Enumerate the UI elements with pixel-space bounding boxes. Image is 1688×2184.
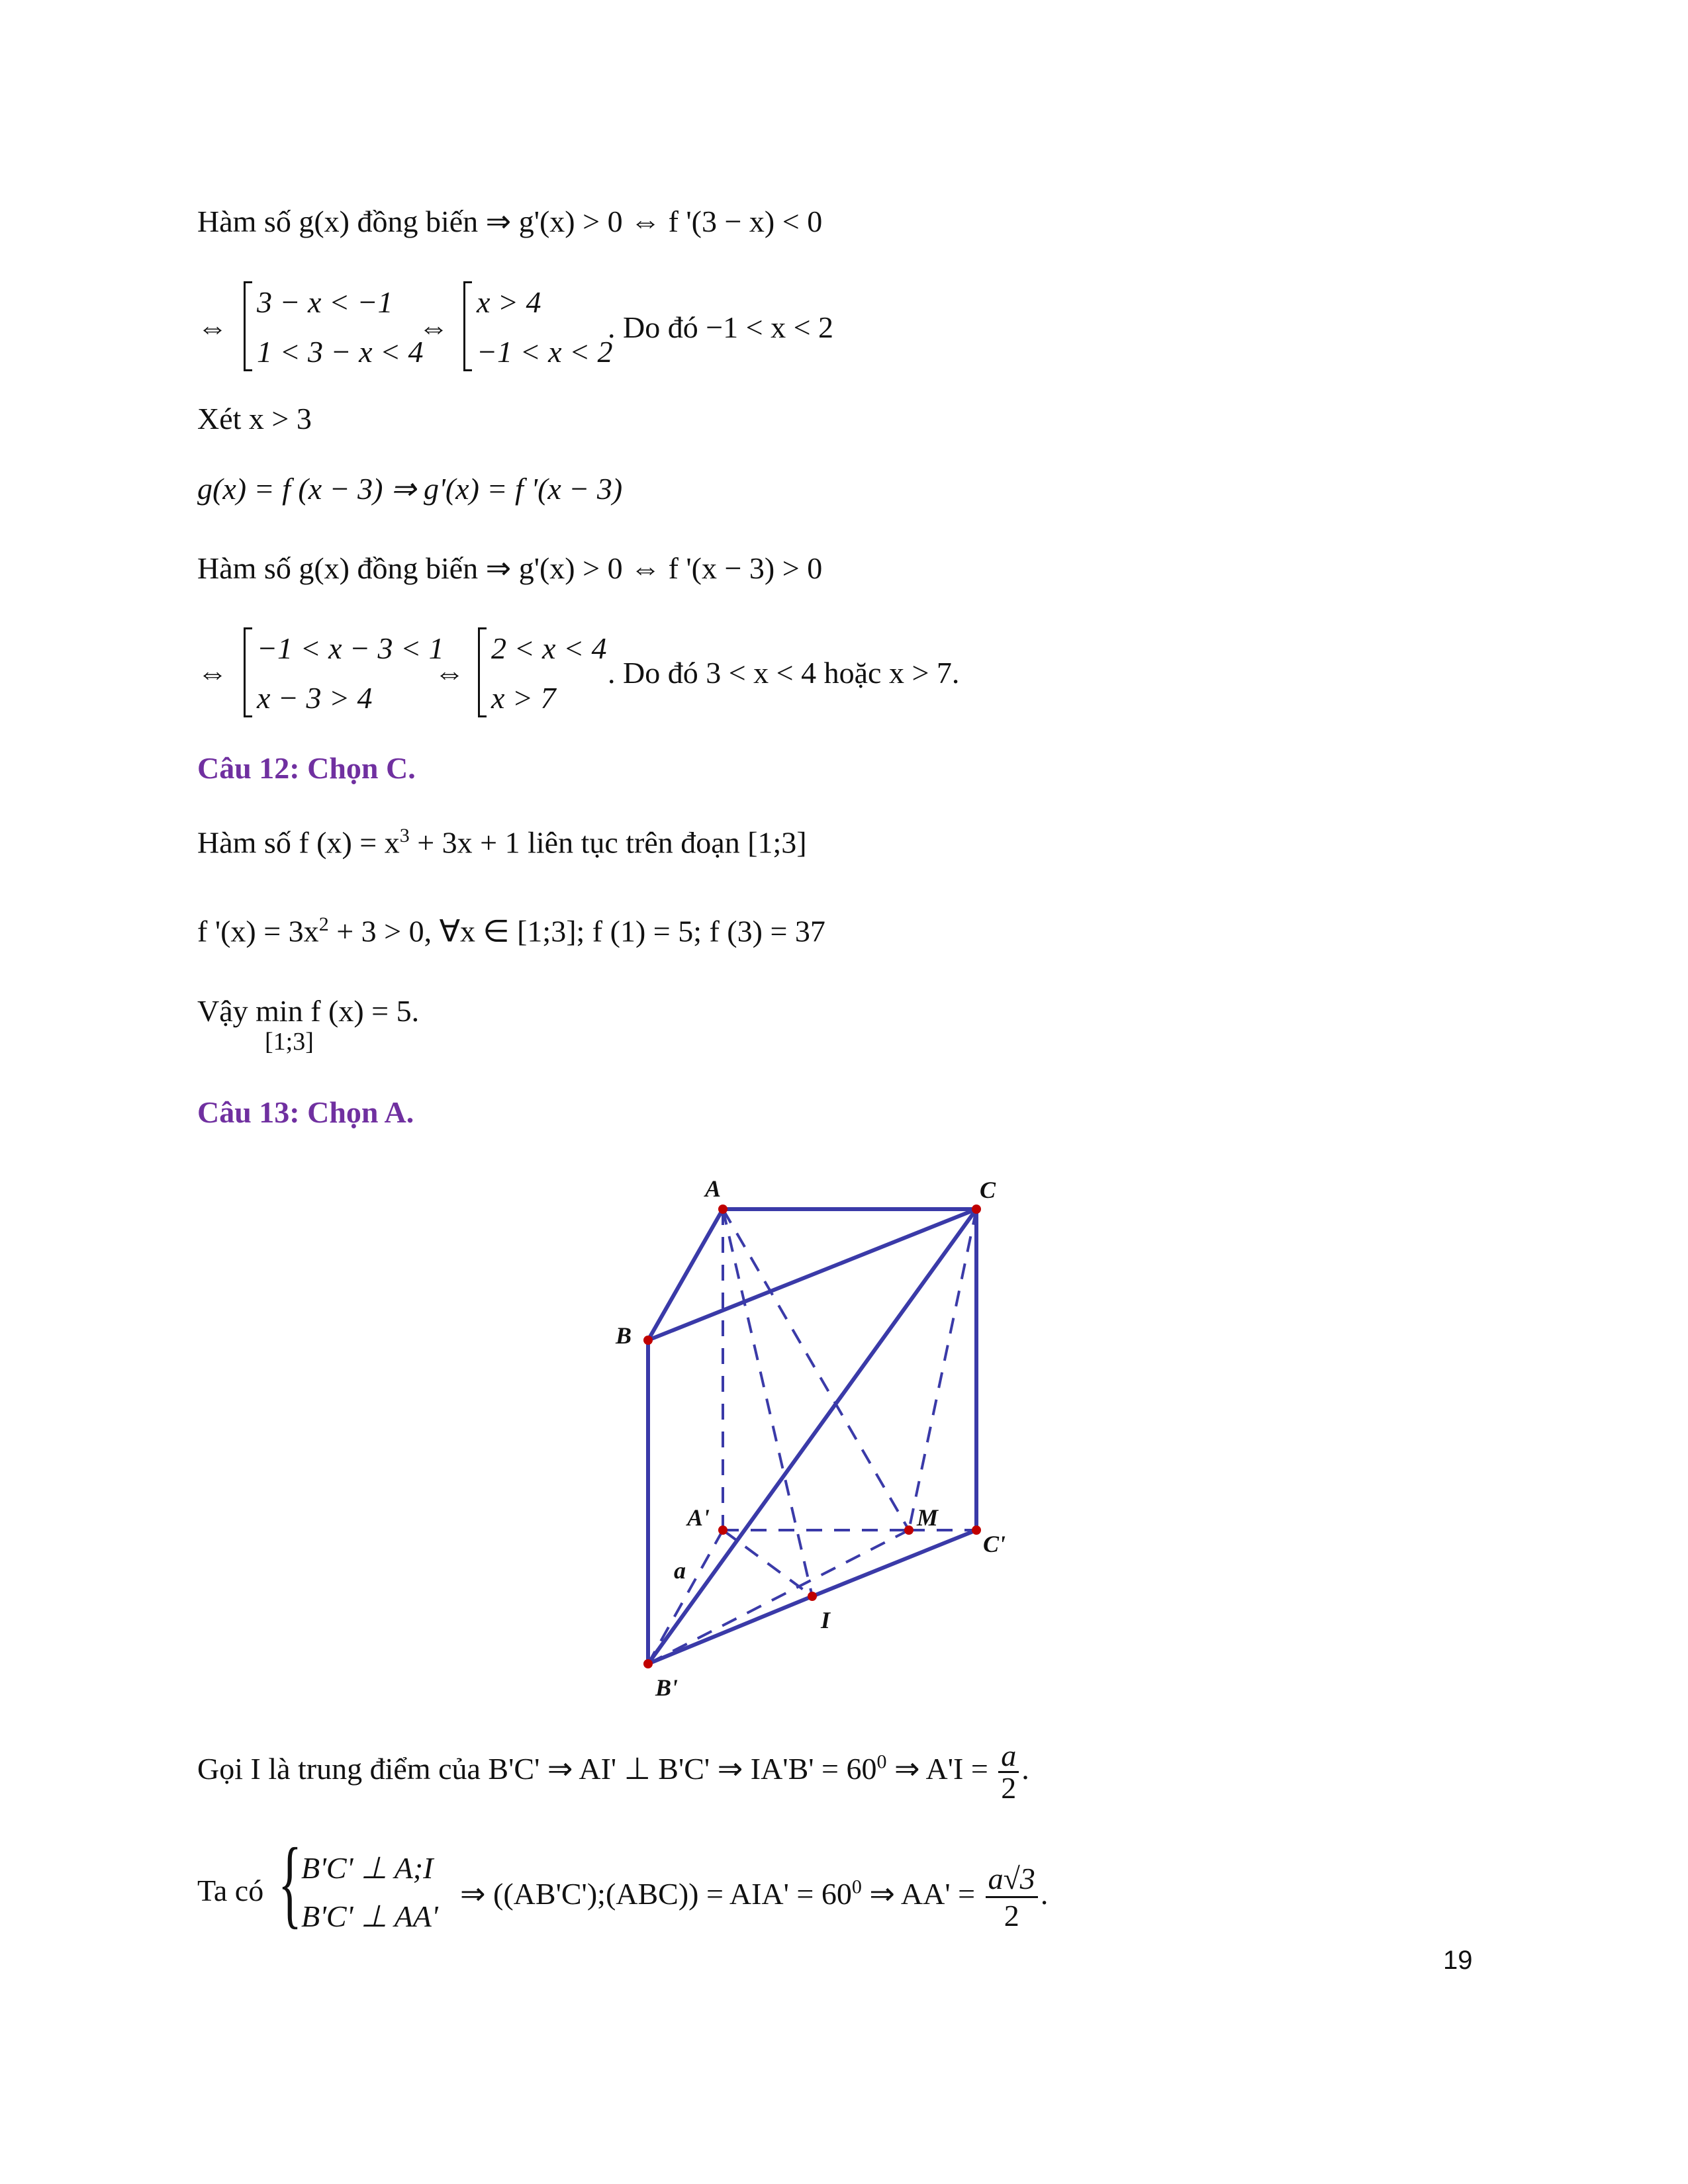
conclusion: . Do đó −1 < x < 2 xyxy=(608,310,834,344)
iff-symbol: ⇔ xyxy=(434,656,465,690)
point-B1 xyxy=(643,1659,653,1668)
point-M xyxy=(904,1525,914,1535)
iff-symbol: ⇔ xyxy=(197,656,228,690)
text: ⇒ ((AB'C');(ABC)) = $AIA' = 60^0$ ⇒ AA' = $\frac{a√3}{2}$ . xyxy=(460,1862,1049,1933)
line-1: Hàm số g(x) đồng biến ⇒ g'(x) > 0 ⇔ f '(3 − x) < 0 xyxy=(197,205,823,238)
text: ⇒ AA' = xyxy=(861,1877,983,1911)
label-B1: B' xyxy=(655,1674,679,1701)
line-5: Hàm số g(x) đồng biến ⇒ g'(x) > 0 ⇔ f '(x − 3) > 0 xyxy=(197,551,823,585)
point-C1 xyxy=(972,1525,981,1535)
condition: −1 < x − 3 < 1 xyxy=(257,631,444,665)
fraction xyxy=(986,1861,1038,1933)
heading-question-12: Câu 12: Chọn C. xyxy=(197,751,416,785)
point-I xyxy=(808,1592,817,1601)
text: + 3x + 1 liên tục trên đoạn [1;3] xyxy=(409,825,807,860)
label-C1: C' xyxy=(983,1531,1006,1557)
iff-symbol: ⇔ xyxy=(197,310,228,344)
label-A1: A' xyxy=(687,1504,710,1531)
fraction xyxy=(998,1741,1019,1803)
exponent: 3 xyxy=(399,825,410,846)
text: + 3 > 0, ∀x ∈ [1;3]; f (1) = 5; f (3) = 37 xyxy=(328,914,825,948)
condition: x > 4 xyxy=(477,285,541,319)
text: Hàm số f (x) = x xyxy=(197,825,400,860)
condition: −1 < x < 2 xyxy=(477,335,613,369)
numerator: a√3 xyxy=(986,1861,1038,1898)
min-subscript: [1;3] xyxy=(265,1028,314,1056)
point-A1 xyxy=(718,1525,727,1535)
exponent: 2 xyxy=(318,913,329,935)
condition: x > 7 xyxy=(491,681,556,715)
condition: B'C' ⊥ A;I xyxy=(301,1851,434,1885)
label-A: A xyxy=(705,1175,722,1202)
dashed-edge-A-M xyxy=(723,1209,909,1530)
dashed-edge-B1-M xyxy=(648,1530,909,1664)
exponent: 0 xyxy=(851,1876,862,1898)
conclusion: . Do đó 3 < x < 4 hoặc x > 7. xyxy=(608,656,960,690)
text: f '(x) = 3x xyxy=(197,914,319,948)
edge-I-C1 xyxy=(812,1530,976,1596)
line-3: Xét x > 3 xyxy=(197,402,312,435)
point-C xyxy=(972,1205,981,1214)
exponent: 0 xyxy=(876,1751,887,1773)
point-B xyxy=(643,1336,653,1345)
label-I: I xyxy=(821,1607,831,1633)
text: Ta có xyxy=(197,1874,264,1907)
label-a: a xyxy=(674,1557,686,1584)
label-C: C xyxy=(980,1177,996,1203)
line-4: g(x) = f (x − 3) ⇒ g'(x) = f '(x − 3) xyxy=(197,472,623,506)
label-B: B xyxy=(616,1322,632,1349)
dashed-edge-A-I xyxy=(723,1209,812,1596)
condition: 2 < x < 4 xyxy=(491,631,607,665)
condition: x − 3 > 4 xyxy=(257,681,373,715)
iff-symbol: ⇔ xyxy=(418,310,449,344)
page-number: 19 xyxy=(1443,1946,1473,1975)
text: Gọi I là trung điểm của B'C' ⇒ AI' ⊥ B'C' ⇒ IA'B' = 60 xyxy=(197,1752,877,1786)
numerator: a xyxy=(998,1741,1019,1773)
denominator: 2 xyxy=(1004,1899,1019,1933)
condition: 1 < 3 − x < 4 xyxy=(257,335,424,369)
text: ⇒ A'I = xyxy=(886,1752,996,1786)
edge-A-B xyxy=(648,1209,723,1340)
denominator: 2 xyxy=(1001,1771,1017,1805)
brace: { xyxy=(278,1828,302,1938)
condition: 3 − x < −1 xyxy=(257,285,393,319)
heading-question-13: Câu 13: Chọn A. xyxy=(197,1095,414,1129)
label-M: M xyxy=(917,1504,939,1531)
point-A xyxy=(718,1205,727,1214)
line-9: Vậy min f (x) = 5. xyxy=(197,994,420,1028)
line-10: Gọi I là trung điểm của B'C' ⇒ AI' ⊥ B'C' ⇒ $IA'B' = 60^0$ ⇒ A'I = $\frac{a}{2}$ . xyxy=(197,1739,1029,1805)
condition: B'C' ⊥ AA' xyxy=(301,1899,438,1933)
text: ⇒ ((AB'C');(ABC)) = AIA' = 60 xyxy=(460,1877,852,1911)
